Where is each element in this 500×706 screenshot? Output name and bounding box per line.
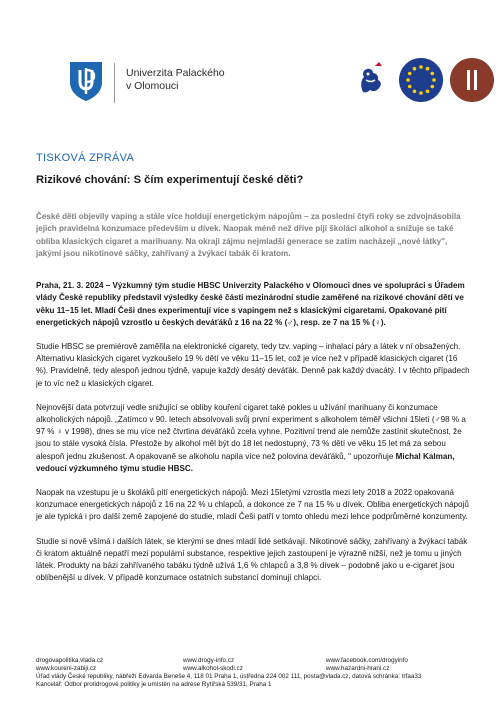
footer-office: Kancelář: Odbor protidrogové politiky je umístěn na adrese Rytířská 539/31, Praha 1 (36, 681, 272, 688)
footer-link[interactable]: www.alkohol-skodi.cz (183, 665, 243, 672)
page-title: Rizikové chování: S čím experimentují české děti? (36, 174, 304, 186)
letterhead (0, 0, 500, 130)
paragraph-vaping: Studie HBSC se premiérově zaměřila na elektronické cigarety, tedy tzv. vaping – inhalaci páry a látek v ní obsažených. Alternativu klasických cigaret vyzkoušelo 19 % dětí ve věku 11–15 let, což je více než v případě klasických cigaret (16 %). Pravidelně, tedy alespoň jednou týdně, vapuje každý desátý deváťák. Denně pak každý dvacátý. I v těchto případech je to víc než u klasických cigaret. (36, 342, 470, 388)
quote-author: Michal Kalman, vedoucí výzkumného týmu studie HBSC. (36, 451, 455, 473)
paragraph-new-substances: Studie si nově všímá i dalších látek, se kterými se dnes mladí lidé setkávají. Nikotinové sáčky, zahřívaný a žvýkací tabák či kratom aktuálně nepatří mezi populární substance, respektive jejich zastoupení je výrazně nižší, než je tomu u jiných látek. Produkty na bázi zahřívaného tabáku týdně užívá 1,6 % chlapců a 3,8 % dívek – podobně jako u e-cigaret jsou oblíbenější u dívek. V případě konzumace ostatních substancí dominují chlapci. (36, 536, 468, 583)
eu-stars-icon (399, 58, 443, 102)
footer-links-row1 (36, 657, 470, 665)
university-name-line2: v Olomouci (126, 80, 179, 92)
upol-shield-icon (66, 60, 106, 102)
paragraph-alcohol (36, 402, 470, 475)
footer-link[interactable]: www.drogy-info.cz (183, 657, 235, 664)
footer-address: Úřad vlády České republiky, nábřeží Edvarda Beneše 4, 118 01 Praha 1, ústředna 224 002 111, posta@vlada.cz, datová schránka: trfaa33 (36, 673, 422, 680)
czech-lion-icon (348, 58, 392, 102)
press-release-label: TISKOVÁ ZPRÁVA (36, 152, 135, 164)
footer-link[interactable]: www.koureni-zabiji.cz (36, 665, 97, 672)
lead-paragraph: České děti objevily vaping a stále více holdují energetickým nápojům – za poslední čtyři roky se zdvojnásobila jejich pravidelná konzumace především u dívek. Naopak méně než dříve pijí školáci alkohol a snižuje se také obliba klasických cigaret a marihuany. Na okraji zájmu nejmladší generace se zatím nacházejí „nové látky", jakými jsou nikotinové sáčky, zahřívaný a žvýkací tabák či kratom. (36, 212, 461, 258)
institute-mark-icon (450, 58, 494, 102)
footer-link[interactable]: www.facebook.com/drogyinfo (326, 657, 408, 664)
footer (36, 657, 470, 689)
footer-link[interactable]: www.hazardni-hrani.cz (326, 665, 390, 672)
university-name-line1: Univerzita Palackého (126, 67, 225, 79)
footer-link[interactable]: drogovapolitika.vlada.cz (36, 657, 104, 664)
alcohol-quote: Nejnovější data potvrzují vedle snižující se obliby kouření cigaret také pokles u užívání marihuany či konzumace alkoholických nápojů. „Zatímco v 90. letech absolvovali svůj první experiment s alkoholem téměř všichni 15letí (♂98 % a 97 % ♀ v 1998), dnes se mu více než čtvrtina deváťáků zcela vyhne. Pozitivní trend ale nemůže zastínit skutečnost, že jsou to stále vysoká čísla. Přestože by alkohol měl být do 18 let nedostupný, 73 % dětí ve věku 15 let má za sebou alespoň jednu zkušenost. A opakovaně se alkoholu napila více než polovina deváťáků, " upozorňuje (36, 402, 466, 461)
university-name (126, 67, 225, 93)
logo-separator (114, 63, 115, 103)
paragraph-energy-drinks: Naopak na vzestupu je u školáků pití energetických nápojů. Mezi 15letými vzrostla mezi lety 2018 a 2022 opakovaná konzumace energetických nápojů z 16 na 22 % u chlapců, a dokonce ze 7 na 15 % u dívek. Obliba energetických nápojů je ale typická i pro další země zapojené do studie, mladí Češi patří v tomto ohledu mezi lehce podprůměrné konzumenty. (36, 488, 469, 522)
paragraph-intro: Praha, 21. 3. 2024 – Výzkumný tým studie HBSC Univerzity Palackého v Olomouci dnes ve spolupráci s Úřadem vlády České republiky představil výsledky české části mezinárodní studie zaměřené na rizikové chování dětí ve věku 11–15 let. Mladí Češi dnes experimentují více s vapingem než s klasickými cigaretami. Opakované pití energetických nápojů vzrostlo u českých deváťáků z 16 na 22 % (♂), resp. ze 7 na 15 % (♀). (36, 281, 465, 327)
press-release (36, 152, 470, 596)
footer-links-row2 (36, 665, 470, 673)
